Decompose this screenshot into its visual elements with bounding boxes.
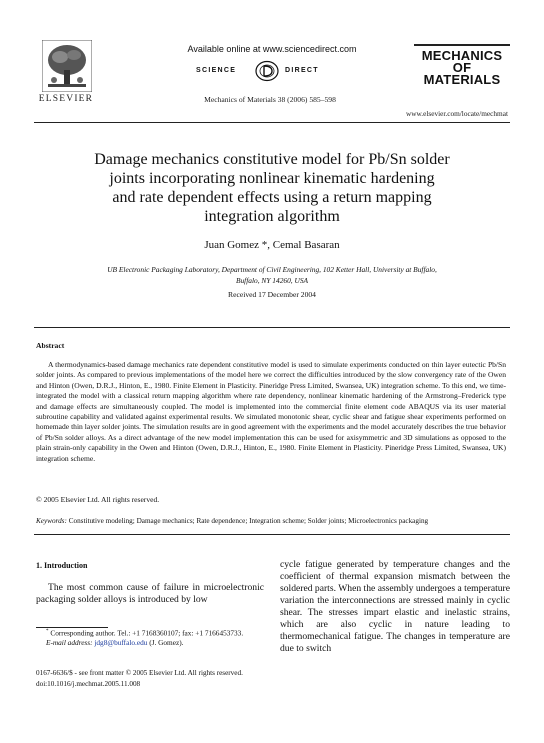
elsevier-logo: [34, 40, 98, 106]
footnote-email-line: [36, 638, 264, 648]
title-line: integration algorithm: [204, 208, 340, 225]
email-link[interactable]: jdg8@buffalo.edu: [94, 638, 148, 648]
sciencedirect-logo: [196, 60, 366, 82]
article-title: [48, 150, 496, 226]
abstract-bottom-rule: [34, 534, 510, 535]
header-rule: [34, 122, 510, 123]
doi-line[interactable]: doi:10.1016/j.mechmat.2005.11.008: [36, 680, 141, 688]
affiliation: [60, 264, 484, 286]
abstract-copyright: © 2005 Elsevier Ltd. All rights reserved.: [36, 495, 160, 504]
sciencedirect-d-icon: [254, 60, 280, 82]
section-heading: 1. Introduction: [36, 561, 88, 570]
keywords-list: Constitutive modeling; Damage mechanics; Rate dependence; Integration scheme; Solder joints; Microelectronics packaging: [68, 517, 429, 525]
affiliation-line: Buffalo, NY 14260, USA: [235, 276, 309, 285]
elsevier-wordmark: ELSEVIER: [38, 94, 94, 104]
author-list: Juan Gomez *, Cemal Basaran: [204, 239, 340, 251]
title-line: Damage mechanics constitutive model for Pb/Sn solder: [94, 151, 450, 168]
keywords-label: Keywords:: [36, 517, 67, 525]
email-label: E-mail address:: [46, 638, 93, 648]
journal-logo-line: OF: [452, 59, 472, 75]
journal-url[interactable]: www.elsevier.com/locate/mechmat: [405, 109, 508, 118]
email-name: (J. Gomez).: [149, 638, 184, 648]
elsevier-tree-icon: [42, 40, 92, 92]
intro-left-column: The most common cause of failure in microelectronic packaging solder alloys is introduced by low: [36, 582, 264, 605]
journal-logo-line: MECHANICS: [421, 47, 503, 63]
abstract-body: A thermodynamics-based damage mechanics rate dependent constitutive model is used to simulate experiments conducted on thin layer eutectic Pb/Sn solder joints. As compared to previous implementations of the model here we correct the difficulties introduced by the slow convergency rate of the Owen and Hinton (Owen, D.R.J., Hinton, E., 1980. Finite Element in Plasticity. Pineridge Press Limited, Swansea, UK) integration scheme. To this end, we time-integrated the model with a classical return mapping algorithm where rate dependency, nonlinear kinematic hardening of the Armstrong–Frederick type and damage effects are simultaneously coupled. The model is implemented into the commercial finite element code ABAQUS via its user material subroutine capability and validated against experimental results. We simulated monotonic shear, cyclic shear and fatigue shear experiments performed on homemade thin layer solder joints. The simulation results are in good agreement with the experiments and the model accurately describes the true behavior of Pb/Sn solder alloys. As a direct advantage of the new model implementation this can be used for axisymmetric and 3D simulations as opposed to the plain strain-only capability in the Owen and Hinton (Owen, D.R.J., Hinton, E., 1980. Finite Element in Plasticity. Pineridge Press Limited, Swansea, UK) integration scheme.: [36, 360, 506, 463]
footnote-marker: *: [46, 629, 49, 634]
journal-citation: Mechanics of Materials 38 (2006) 585–598: [204, 95, 336, 104]
keywords: [36, 517, 512, 525]
journal-logo-line: MATERIALS: [423, 71, 501, 87]
availability-line: Available online at www.sciencedirect.com: [187, 44, 357, 54]
front-matter-line: 0167-6636/$ - see front matter © 2005 Elsevier Ltd. All rights reserved.: [36, 669, 243, 677]
abstract-heading: Abstract: [36, 341, 65, 350]
abstract-top-rule: [34, 327, 510, 328]
sciencedirect-direct-text: DIRECT: [285, 67, 319, 74]
sciencedirect-science-text: SCIENCE: [196, 67, 237, 74]
journal-logo-bar: [414, 44, 510, 46]
received-date: Received 17 December 2004: [228, 290, 316, 299]
title-line: joints incorporating nonlinear kinematic hardening: [109, 170, 435, 187]
title-line: and rate dependent effects using a return mapping: [112, 189, 432, 206]
affiliation-line: UB Electronic Packaging Laboratory, Department of Civil Engineering, 102 Ketter Hall, University at Buffalo,: [107, 265, 437, 274]
intro-right-column: cycle fatigue generated by temperature changes and the coefficient of thermal expansion mismatch between the soldered parts. When the assembly undergoes a temperature variation the interconnections are stressed mainly in cyclic shear. The stresses impart elastic and inelastic strains, which are also cyclic in nature leading to thermomechanical fatigue. The changes in temperature are due to switch: [280, 559, 510, 654]
footnote: [36, 627, 264, 648]
journal-logo: [414, 44, 510, 86]
footnote-contact: [36, 627, 264, 638]
footnote-contact-text: Corresponding author. Tel.: +1 7168360107; fax: +1 7166453733.: [50, 628, 244, 638]
